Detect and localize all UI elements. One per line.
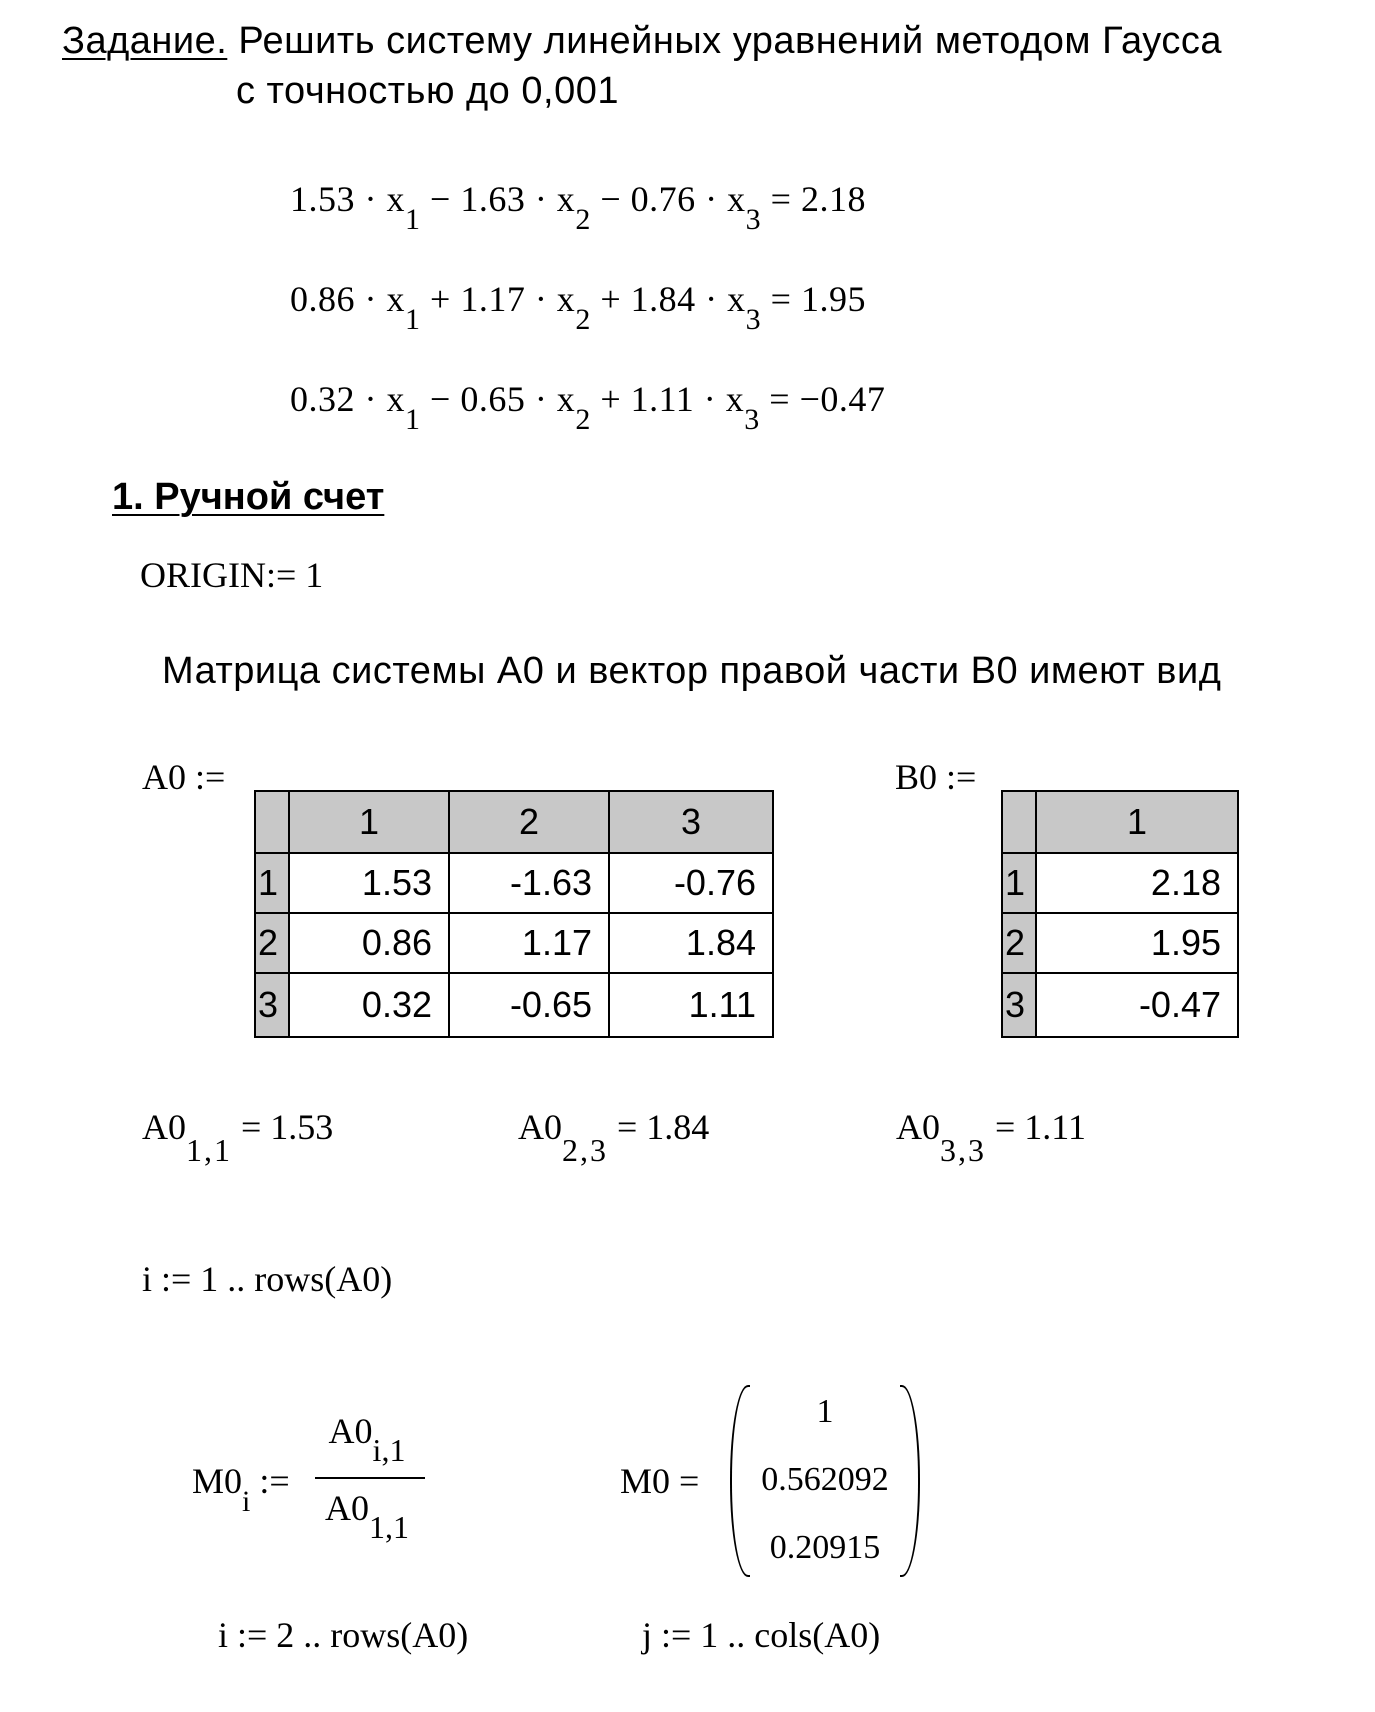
- table-corner: [255, 791, 289, 853]
- row-index: 1: [255, 853, 289, 913]
- task-text: Решить систему линейных уравнений методом Гаусса: [238, 20, 1222, 62]
- left-paren: [730, 1385, 750, 1577]
- row-index: 3: [1002, 973, 1036, 1037]
- a0-label: A0 :=: [142, 757, 226, 797]
- b0-vector-table: [1001, 790, 1239, 1038]
- vector-cell[interactable]: 2.18: [1036, 853, 1238, 913]
- vector-value: 0.562092: [761, 1461, 889, 1498]
- matrix-cell[interactable]: 0.86: [289, 913, 449, 973]
- column-header: 1: [1036, 791, 1238, 853]
- equation-1: $1.53 \cdot x_1 - 1.63 \cdot x_2 - 0.76 \cdot x_3 = 2.18$: [290, 179, 866, 236]
- range-variable-j: j := 1 .. cols(A0): [642, 1615, 881, 1655]
- fraction-denominator: $A0_{1,1}$: [325, 1488, 409, 1545]
- matrix-cell[interactable]: -0.76: [609, 853, 773, 913]
- table-row: [255, 913, 773, 973]
- task-statement: [62, 20, 1222, 63]
- a0-matrix-table: [254, 790, 774, 1038]
- table-row: [1002, 853, 1238, 913]
- section-heading: 1. Ручной счет: [112, 476, 385, 518]
- table-row: [255, 853, 773, 913]
- task-label: Задание.: [62, 20, 228, 62]
- fraction-numerator: $A0_{i,1}$: [328, 1411, 406, 1468]
- range-variable-i: i := 1 .. rows(A0): [142, 1259, 393, 1299]
- matrix-cell[interactable]: 1.53: [289, 853, 449, 913]
- element-access-3: $A0_{3,3} = 1.11$: [896, 1107, 1086, 1168]
- equation-2: $0.86 \cdot x_1 + 1.17 \cdot x_2 + 1.84 \cdot x_3 = 1.95$: [290, 279, 866, 336]
- row-index: 3: [255, 973, 289, 1037]
- matrix-cell[interactable]: 1.17: [449, 913, 609, 973]
- range-variable-i-2: i := 2 .. rows(A0): [218, 1615, 469, 1655]
- element-access-2: $A0_{2,3} = 1.84$: [518, 1107, 710, 1168]
- origin-assignment: ORIGIN:= 1: [140, 555, 324, 595]
- column-header: 1: [289, 791, 449, 853]
- vector-cell[interactable]: 1.95: [1036, 913, 1238, 973]
- vector-cell[interactable]: -0.47: [1036, 973, 1238, 1037]
- vector-value: 1: [816, 1393, 834, 1430]
- b0-label: B0 :=: [895, 757, 977, 797]
- column-header: 3: [609, 791, 773, 853]
- m0-result-vector: [730, 1385, 920, 1575]
- matrix-cell[interactable]: -0.65: [449, 973, 609, 1037]
- matrix-cell[interactable]: -1.63: [449, 853, 609, 913]
- m0-definition-lhs: $M0_i$ :=: [192, 1461, 290, 1518]
- matrix-cell[interactable]: 1.11: [609, 973, 773, 1037]
- row-index: 2: [1002, 913, 1036, 973]
- vector-value: 0.20915: [769, 1529, 881, 1566]
- row-index: 2: [255, 913, 289, 973]
- matrix-cell[interactable]: 1.84: [609, 913, 773, 973]
- table-corner: [1002, 791, 1036, 853]
- table-row: [1002, 973, 1238, 1037]
- table-row: [1002, 913, 1238, 973]
- task-precision: с точностью до 0,001: [236, 70, 619, 112]
- matrix-cell[interactable]: 0.32: [289, 973, 449, 1037]
- right-paren: [900, 1385, 920, 1577]
- m0-fraction: [315, 1410, 425, 1546]
- column-header: 2: [449, 791, 609, 853]
- table-row: [255, 973, 773, 1037]
- m0-result-label: M0 =: [620, 1461, 700, 1501]
- element-access-1: $A0_{1,1} = 1.53$: [142, 1107, 334, 1168]
- row-index: 1: [1002, 853, 1036, 913]
- equation-3: $0.32 \cdot x_1 - 0.65 \cdot x_2 + 1.11 \cdot x_3 = -0.47$: [290, 379, 886, 436]
- matrix-description: Матрица системы А0 и вектор правой части В0 имеют вид: [162, 650, 1222, 692]
